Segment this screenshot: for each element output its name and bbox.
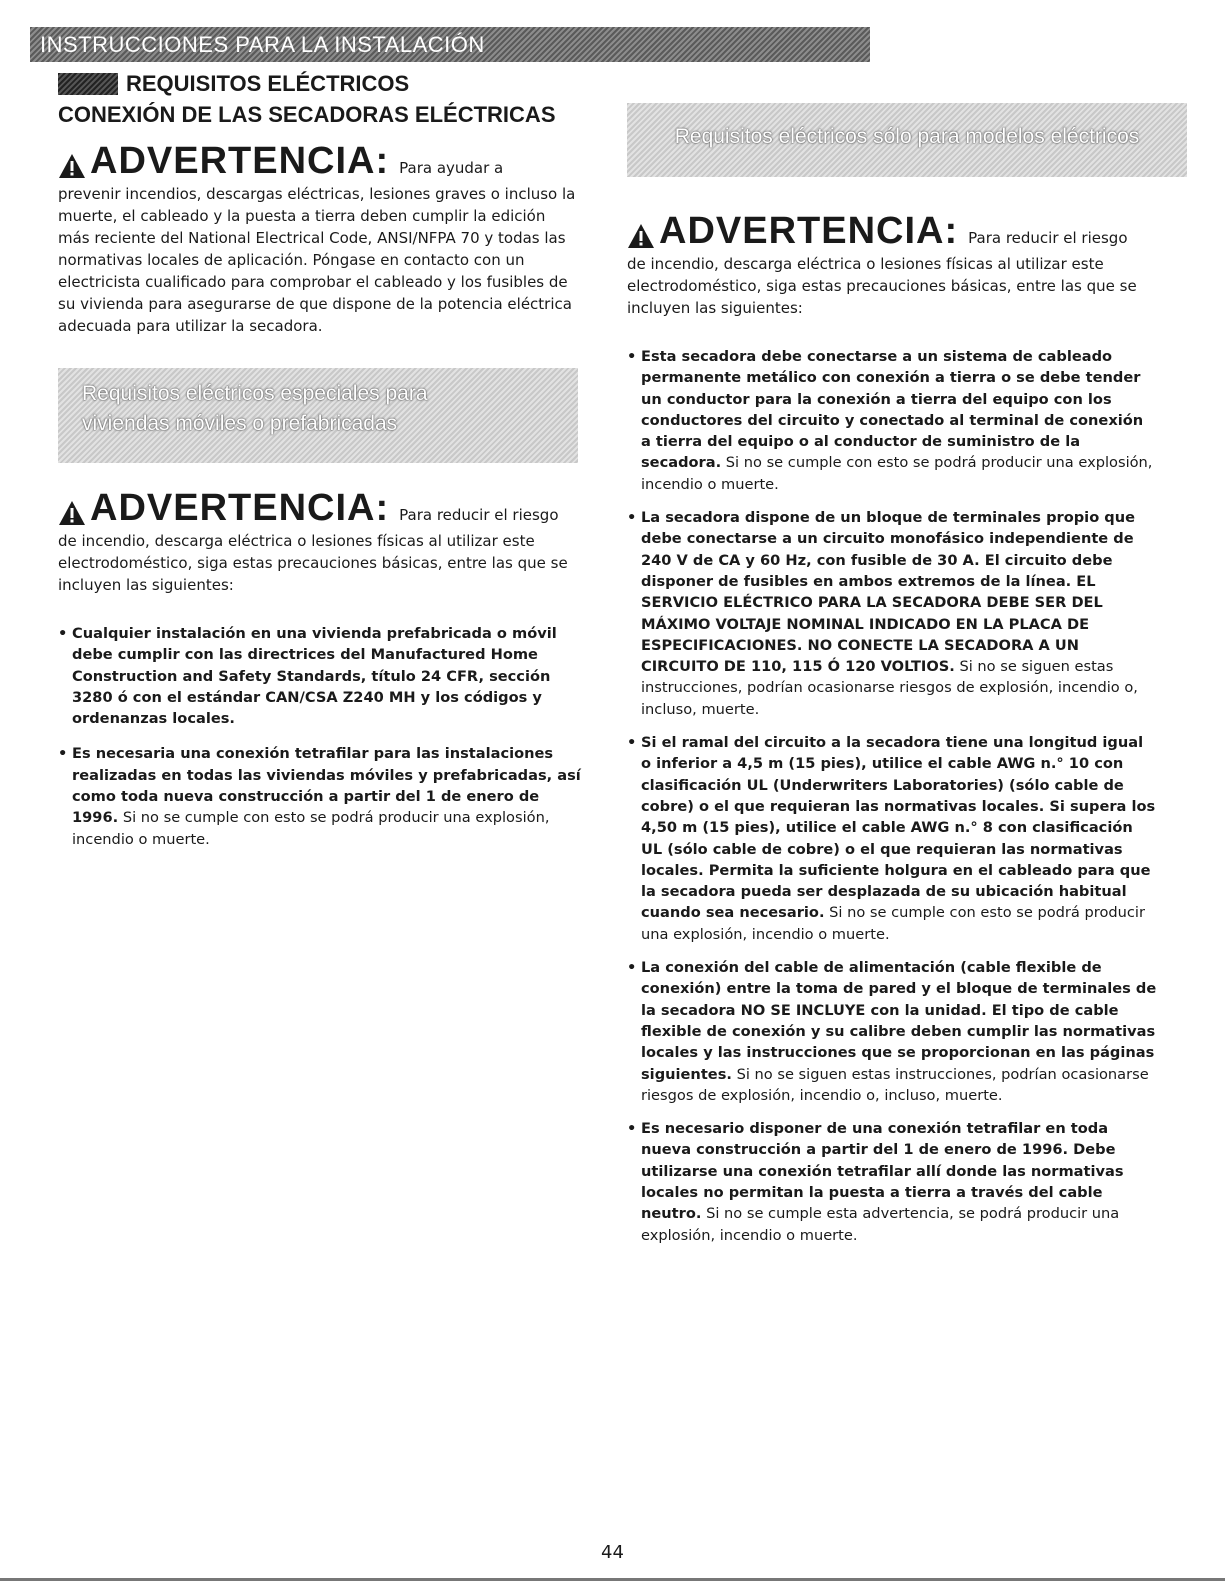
left-bullet-list [58,623,583,862]
list-item [627,732,1157,945]
bullet-normal-text: Si no se siguen estas instrucciones, podrían ocasionarse riesgos de explosión, incendio o, incluso, muerte. [641,658,1138,718]
mobile-homes-box [58,368,578,463]
mobile-homes-box-line1: Requisitos eléctricos especiales para [82,382,428,405]
mobile-homes-box-line2: viviendas móviles o prefabricadas [82,412,398,435]
bullet-bold-text: Cualquier instalación en una vivienda prefabricada o móvil debe cumplir con las directrices del Manufactured Home Construction and Safety Standards, título 24 CFR, sección 3280 ó con el estándar CAN/CSA Z240 MH y los códigos y ordenanzas locales. [72,625,557,728]
warning-triangle-icon [58,153,86,179]
page-number: 44 [601,1542,624,1563]
list-item [627,957,1157,1106]
list-item [58,623,583,729]
warning-lead: Para reducir el riesgo [968,229,1128,247]
bullet-normal-text: Si no se siguen estas instrucciones, podrían ocasionarse riesgos de explosión, incendio o, incluso, muerte. [641,1065,1149,1104]
warning-block-1 [58,140,578,337]
bullet-bold-text: La conexión del cable de alimentación (cable flexible de conexión) entre la toma de pared y el bloque de terminales de la secadora NO SE INCLUYE con la unidad. El tipo de cable flexible de conexión y su calibre deben cumplir las normativas locales y las instrucciones que se proporcionan en las páginas siguientes. [641,959,1157,1083]
warning-triangle-icon [627,223,655,249]
bullet-bold-text: Esta secadora debe conectarse a un sistema de cableado permanente metálico con conexión a tierra o se debe tender un conductor para la conexión a tierra del equipo con los conductores del circuito y conectado al terminal de conexión a tierra del equipo o al conductor de suministro de la secadora. [641,348,1144,472]
electric-models-box-title: Requisitos eléctricos sólo para modelos eléctricos [674,125,1140,148]
warning-body: de incendio, descarga eléctrica o lesiones físicas al utilizar este electrodoméstico, siga estas precauciones básicas, entre las que se incluyen las siguientes: [58,532,568,594]
bullet-normal-text: Si no se cumple con esto se podrá producir una explosión, incendio o muerte. [72,809,550,848]
warning-lead: Para reducir el riesgo [399,506,559,524]
electric-models-box [627,103,1187,177]
bullet-normal-text: Si no se cumple con esto se podrá producir una explosión, incendio o muerte. [641,454,1153,493]
list-item [627,507,1157,720]
warning-word: ADVERTENCIA: [90,140,390,182]
warning-triangle-icon [58,500,86,526]
page-banner: INSTRUCCIONES PARA LA INSTALACIÓN [30,27,870,62]
right-bullet-list [627,346,1157,1258]
section-marker [58,73,118,95]
section-subtitle: CONEXIÓN DE LAS SECADORAS ELÉCTRICAS [58,102,556,127]
warning-word: ADVERTENCIA: [90,487,390,529]
bullet-bold-text: Es necesaria una conexión tetrafilar para las instalaciones realizadas en todas las viviendas móviles y prefabricadas, así como toda nueva construcción a partir del 1 de enero de 1996. [72,745,581,827]
warning-block-2 [58,487,578,596]
section-heading [58,70,618,132]
warning-body: de incendio, descarga eléctrica o lesiones físicas al utilizar este electrodoméstico, siga estas precauciones básicas, entre las que se incluyen las siguientes: [627,255,1137,317]
warning-body: prevenir incendios, descargas eléctricas, lesiones graves o incluso la muerte, el cableado y la puesta a tierra deben cumplir la edición más reciente del National Electrical Code, ANSI/NFPA 70 y todas las normativas locales de aplicación. Póngase en contacto con un electricista cualificado para comprobar el cableado y los fusibles de su vivienda para asegurarse de que dispone de la potencia eléctrica adecuada para utilizar la secadora. [58,185,576,335]
footer-divider [0,1578,1225,1581]
list-item [58,743,583,849]
list-item [627,1118,1157,1246]
bullet-bold-text: Es necesario disponer de una conexión tetrafilar en toda nueva construcción a partir del 1 de enero de 1996. Debe utilizarse una conexión tetrafilar allí donde las normativas locales no permitan la puesta a tierra a través del cable neutro. [641,1120,1124,1223]
bullet-bold-text: Si el ramal del circuito a la secadora tiene una longitud igual o inferior a 4,5 m (15 pies), utilice el cable AWG n.° 10 con clasificación UL (Underwriters Laboratories) (sólo cable de cobre) o el que requieran las normativas locales. Si supera los 4,50 m (15 pies), utilice el cable AWG n.° 8 con clasificación UL (sólo cable de cobre) o el que requieran las normativas locales. Permita la suficiente holgura en el cableado para que la secadora pueda ser desplazada de su ubicación habitual cuando sea necesario. [641,734,1156,922]
warning-lead: Para ayudar a [399,159,504,177]
bullet-normal-text: Si no se cumple esta advertencia, se podrá producir una explosión, incendio o muerte. [641,1205,1120,1244]
warning-word: ADVERTENCIA: [659,210,959,252]
bullet-bold-text: La secadora dispone de un bloque de terminales propio que debe conectarse a un circuito monofásico independiente de 240 V de CA y 60 Hz, con fusible de 30 A. El circuito debe disponer de fusibles en ambos extremos de la línea. EL SERVICIO ELÉCTRICO PARA LA SECADORA DEBE SER DEL MÁXIMO VOLTAJE NOMINAL INDICADO EN LA PLACA DE ESPECIFICACIONES. NO CONECTE LA SECADORA A UN CIRCUITO DE 110, 115 Ó 120 VOLTIOS. [641,509,1136,676]
bullet-normal-text: Si no se cumple con esto se podrá producir una explosión, incendio o muerte. [641,904,1145,943]
section-title: REQUISITOS ELÉCTRICOS [126,71,410,96]
list-item [627,346,1157,495]
warning-block-3 [627,210,1187,319]
